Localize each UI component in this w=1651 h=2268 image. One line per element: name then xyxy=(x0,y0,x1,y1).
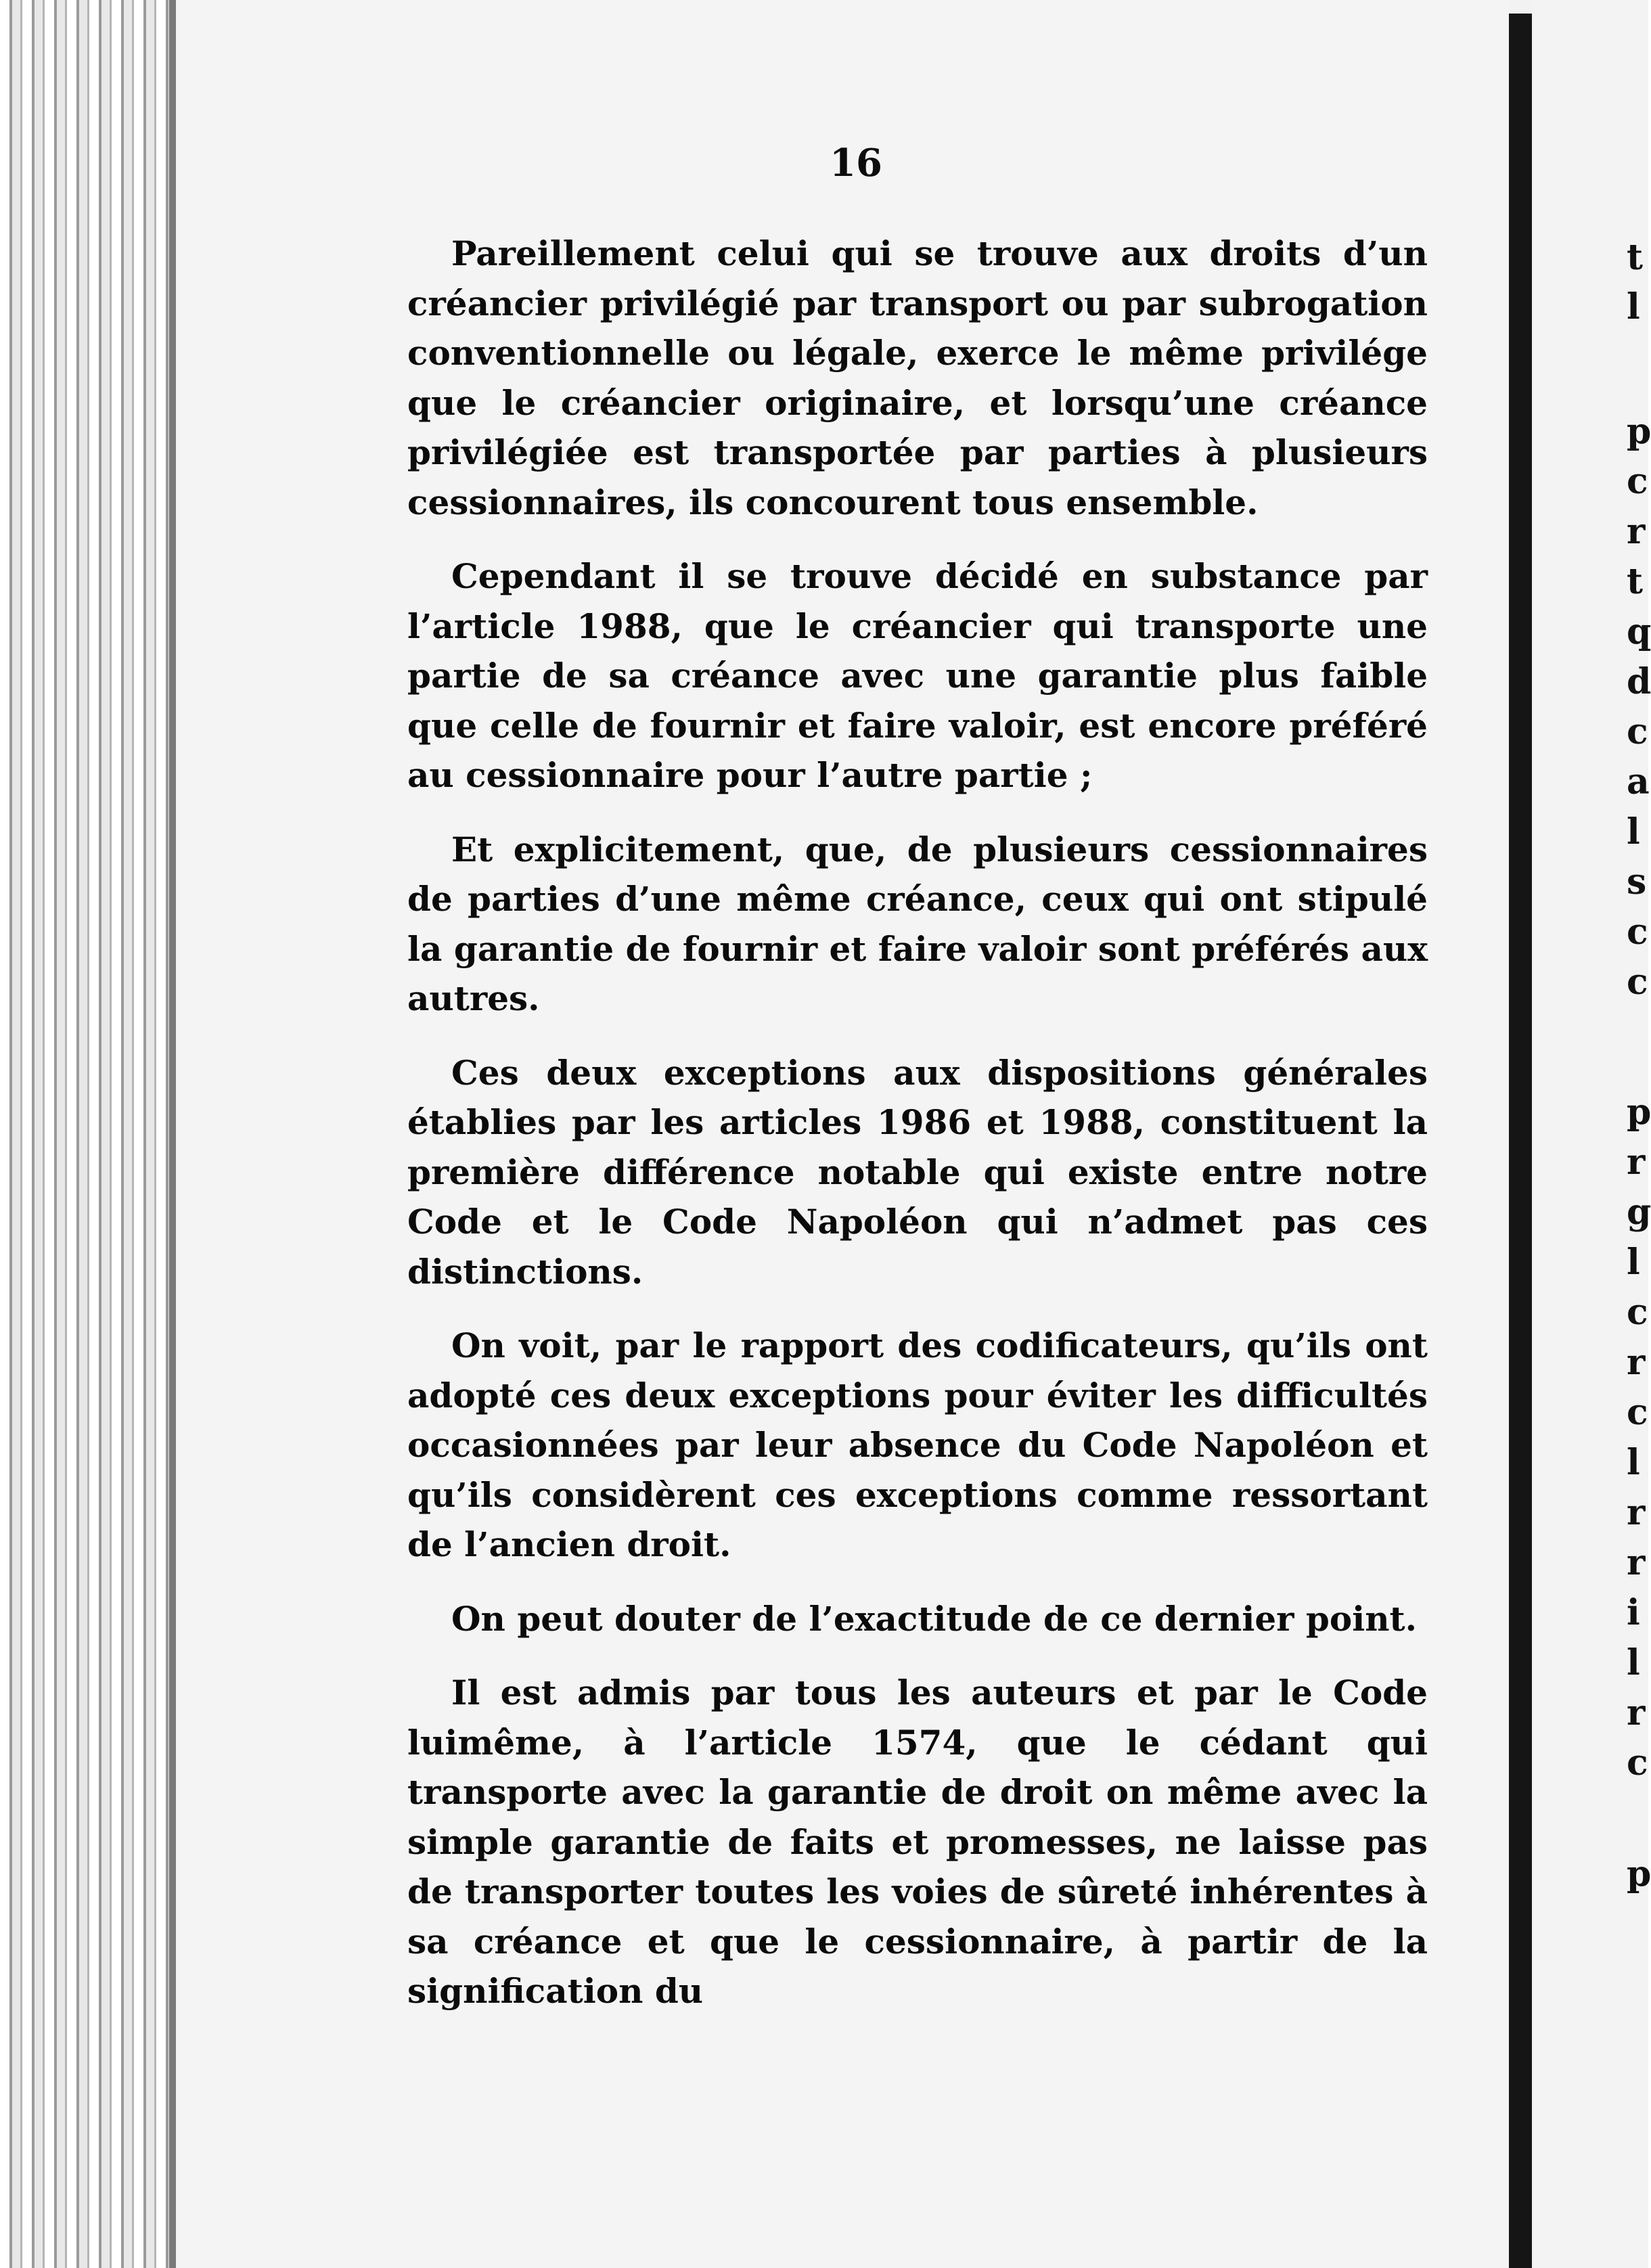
facing-page-letter: r xyxy=(1627,1492,1646,1533)
facing-page-letter: d xyxy=(1627,661,1651,702)
facing-page-letter: c xyxy=(1627,461,1648,502)
facing-page-letter: l xyxy=(1627,1642,1640,1683)
facing-page-letter: l xyxy=(1627,286,1640,327)
paragraph: Cependant il se trouve décidé en substance par l’article 1988, que le créancier qui transporte une partie de sa créance avec une garantie plus faible que celle de fournir et faire valoir, est encore préféré au cessionnaire pour l’autre partie ; xyxy=(407,556,1428,795)
facing-page-letter: q xyxy=(1627,611,1651,652)
facing-page-letter: c xyxy=(1627,1392,1648,1433)
facing-page-letter: c xyxy=(1627,1292,1648,1333)
facing-page-letter: c xyxy=(1627,961,1648,1003)
facing-page-letter: r xyxy=(1627,511,1646,552)
paragraph: On voit, par le rapport des codificateurs, qu’ils ont adopté ces deux exceptions pour éviter les difficultés occasionnées par leur absence du Code Napoléon et qu’ils considèrent ces exceptions comme ressortant de l’ancien droit. xyxy=(407,1325,1428,1564)
facing-page-letter: l xyxy=(1627,1442,1640,1483)
facing-page-letter: c xyxy=(1627,711,1648,752)
paragraph: Pareillement celui qui se trouve aux droits d’un créancier privilégié par transport ou par subrogation conventionnelle ou légale, exerce le même privilége que le créancier originaire, et lorsqu’une créance privilégiée est transportée par parties à plusieurs cessionnaires, ils concourent tous ensemble. xyxy=(407,233,1428,522)
facing-page-letter: p xyxy=(1627,1853,1651,1895)
facing-page-letter: c xyxy=(1627,911,1648,953)
facing-page-letter: r xyxy=(1627,1141,1646,1183)
facing-page-letter: r xyxy=(1627,1342,1646,1383)
facing-page-letter: l xyxy=(1627,1242,1640,1283)
facing-page-letter: a xyxy=(1627,761,1650,802)
page-edges xyxy=(0,0,176,2268)
facing-page-letter: p xyxy=(1627,411,1651,452)
facing-page-fragment xyxy=(1532,0,1651,2268)
facing-page-letter: g xyxy=(1627,1192,1651,1233)
facing-page-letter: p xyxy=(1627,1091,1651,1133)
page-number: 16 xyxy=(830,141,882,185)
body-text xyxy=(407,229,1428,2041)
facing-page-letter: r xyxy=(1627,1542,1646,1583)
paragraph: Il est admis par tous les auteurs et par le Code luimême, à l’article 1574, que le cédant qui transporte avec la garantie de droit on même avec la simple garantie de faits et promesses, ne laisse pas de transporter toutes les voies de sûreté inhérentes à sa créance et que le cessionnaire, à partir de la signification du xyxy=(407,1673,1428,2011)
paragraph: Ces deux exceptions aux dispositions générales établies par les articles 1986 et 1988, constituent la première différence notable qui existe entre notre Code et le Code Napoléon qui n’admet pas ces distinctions. xyxy=(407,1052,1428,1292)
facing-page-letter: t xyxy=(1627,237,1644,278)
facing-page-letter: r xyxy=(1627,1692,1646,1733)
facing-page-letter: l xyxy=(1627,811,1640,853)
paragraph: On peut douter de l’exactitude de ce dernier point. xyxy=(451,1598,1418,1639)
paragraph: Et explicitement, que, de plusieurs cessionnaires de parties d’une même créance, ceux qui ont stipulé la garantie de fournir et faire valoir sont préférés aux autres. xyxy=(407,829,1428,1018)
facing-page-letter: c xyxy=(1627,1742,1648,1784)
book-gutter xyxy=(1509,14,1532,2268)
facing-page-letter: i xyxy=(1627,1592,1640,1633)
facing-page-letter: s xyxy=(1627,861,1647,903)
facing-page-letter: t xyxy=(1627,561,1644,602)
